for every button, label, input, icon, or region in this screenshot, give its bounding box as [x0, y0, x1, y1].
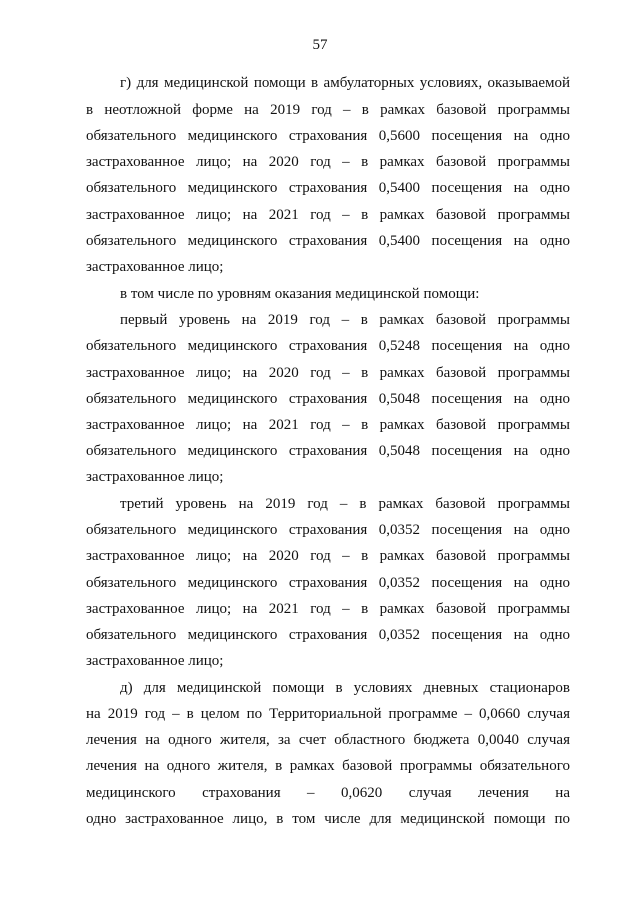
text-line: застрахованное лицо; — [86, 259, 224, 275]
text-line: первый уровень на 2019 год – в рамках базовой программы — [120, 312, 570, 328]
text-line: обязательного медицинского страхования 0,5600 посещения на одно — [86, 128, 570, 144]
text-line: застрахованное лицо; на 2021 год – в рамках базовой программы — [86, 417, 570, 433]
text-line: застрахованное лицо; на 2020 год – в рамках базовой программы — [86, 548, 570, 564]
text-line: обязательного медицинского страхования 0,5400 посещения на одно — [86, 180, 570, 196]
text-line: застрахованное лицо; — [86, 653, 224, 669]
text-line: в неотложной форме на 2019 год – в рамках базовой программы — [86, 102, 570, 118]
text-line: д) для медицинской помощи в условиях дневных стационаров — [120, 680, 570, 696]
text-line: обязательного медицинского страхования 0,5248 посещения на одно — [86, 338, 570, 354]
text-line: обязательного медицинского страхования 0,5048 посещения на одно — [86, 391, 570, 407]
text-line: медицинского страхования – 0,0620 случая лечения на — [86, 785, 570, 801]
text-line: застрахованное лицо; на 2021 год – в рамках базовой программы — [86, 207, 570, 223]
text-line: застрахованное лицо; на 2020 год – в рамках базовой программы — [86, 365, 570, 381]
text-line: лечения на одного жителя, за счет областного бюджета 0,0040 случая — [86, 732, 570, 748]
text-line: обязательного медицинского страхования 0,0352 посещения на одно — [86, 627, 570, 643]
text-line: одно застрахованное лицо, в том числе для медицинской помощи по — [86, 811, 570, 827]
text-line: на 2019 год – в целом по Территориальной программе – 0,0660 случая — [86, 706, 570, 722]
text-line: в том числе по уровням оказания медицинской помощи: — [120, 286, 480, 302]
text-line: обязательного медицинского страхования 0,5400 посещения на одно — [86, 233, 570, 249]
text-line: обязательного медицинского страхования 0,0352 посещения на одно — [86, 575, 570, 591]
text-line: лечения на одного жителя, в рамках базовой программы обязательного — [86, 758, 570, 774]
text-line: застрахованное лицо; — [86, 469, 224, 485]
page-number: 57 — [312, 37, 328, 53]
text-line: третий уровень на 2019 год – в рамках базовой программы — [120, 496, 570, 512]
text-line: обязательного медицинского страхования 0,5048 посещения на одно — [86, 443, 570, 459]
text-line: застрахованное лицо; на 2020 год – в рамках базовой программы — [86, 154, 570, 170]
text-line: застрахованное лицо; на 2021 год – в рамках базовой программы — [86, 601, 570, 617]
text-line: г) для медицинской помощи в амбулаторных условиях, оказываемой — [120, 75, 570, 91]
text-line: обязательного медицинского страхования 0,0352 посещения на одно — [86, 522, 570, 538]
